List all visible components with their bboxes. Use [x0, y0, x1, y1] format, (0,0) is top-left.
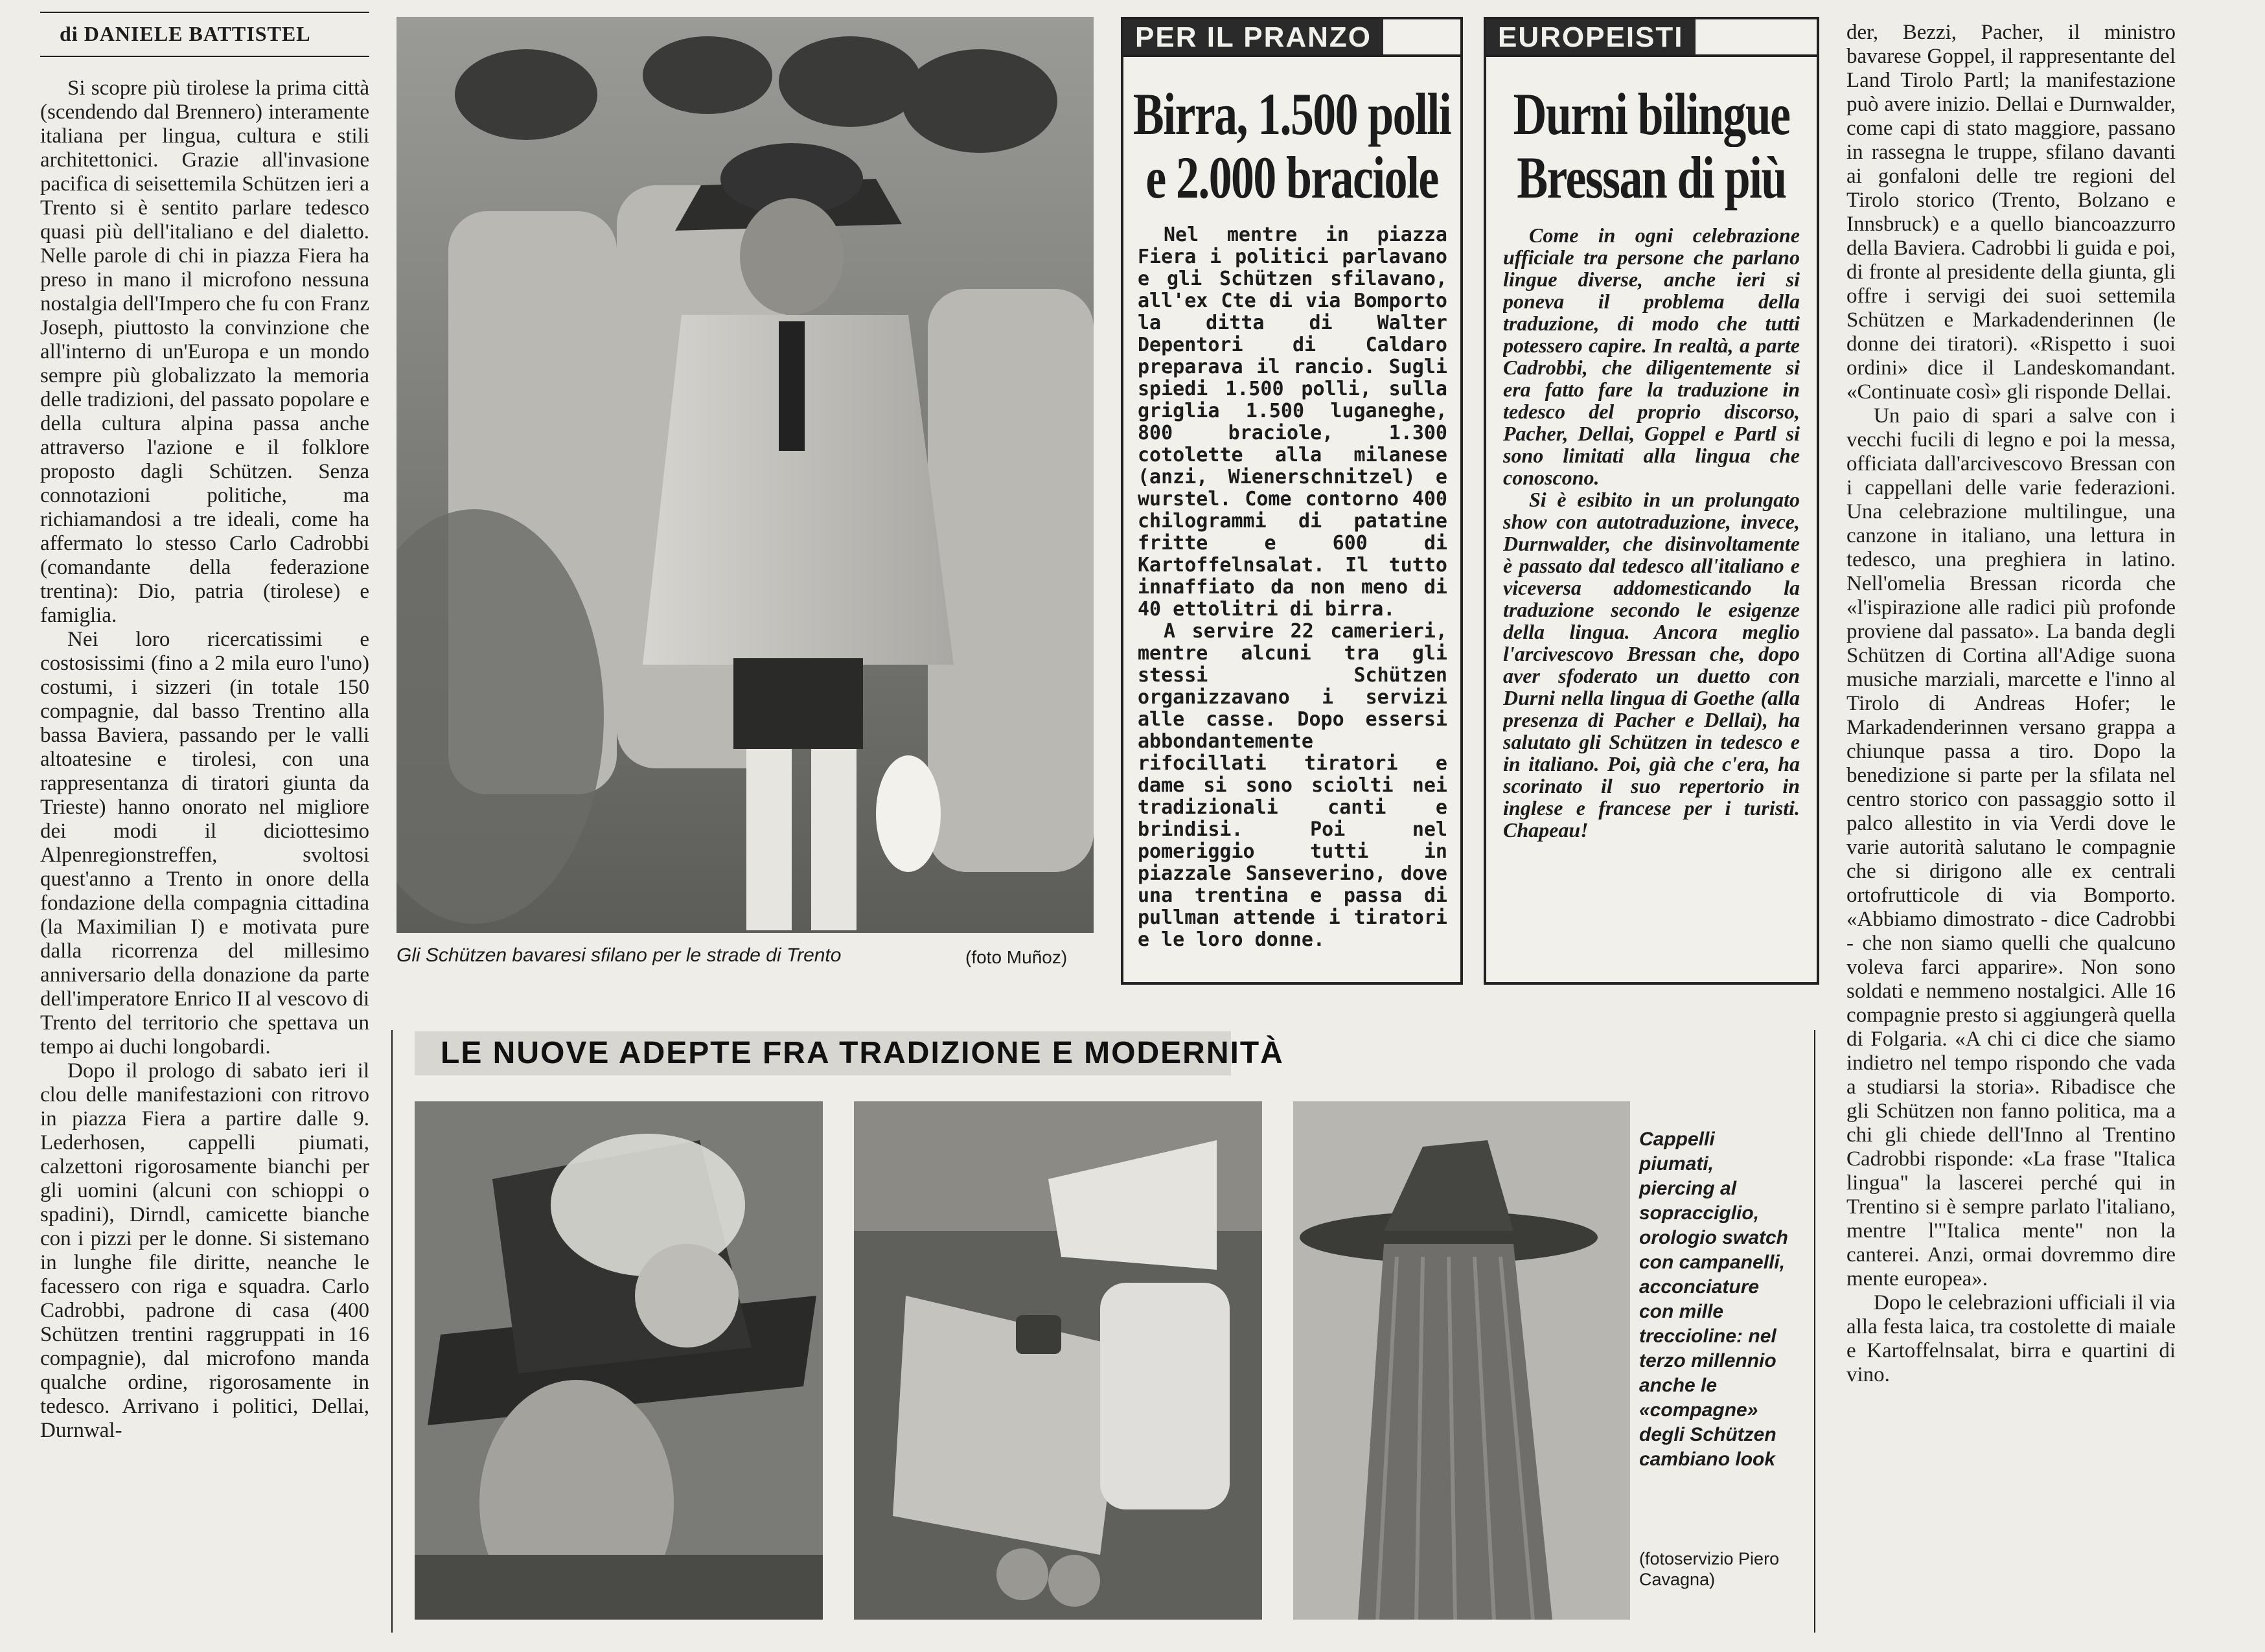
box-europeisti-kicker: EUROPEISTI	[1486, 19, 1696, 56]
band-photo-braids	[1293, 1101, 1630, 1620]
right-column-body	[1846, 21, 2176, 1627]
right-paragraph-1: der, Bezzi, Pacher, il ministro bavarese Goppel, il rappresentante del Land Tirolo Partl; la manifestazione può avere inizio. Dellai e Durnwalder, come capi di stato maggiore, passano in rassegna le truppe, sfilano davanti ai gonfaloni delle tre regioni del Tirolo storico (Trento, Bolzano e Innsbruck) e a quello biancoazzurro della Baviera. Cadrobbi li guida e poi, di fronte al presidente della giunta, gli offre i servigi dei suoi settemila Schützen e Markadenderinnen (le donne dei tiratori). «Rispetto i suoi ordini» dice il Landeskomandant. «Continuate così» gli risponde Dellai.	[1846, 21, 2176, 404]
left-paragraph-3: Dopo il prologo di sabato ieri il clou delle manifestazioni con ritrovo in piazza Fiera a partire dalle 9. Lederhosen, cappelli piumati, calzettoni rigorosamente bianchi per gli uomini (alcuni con schioppi o spadini), Dirndl, camicette bianche con i pizzi per le donne. Si sistemano in lunghe file diritte, neanche le facessero con riga e squadra. Carlo Cadrobbi, padrone di casa (400 Schützen trentini raggruppati in 16 compagnie), dal microfono manda qualche ordine, rigorosamente in tedesco. Arrivano i politici, Dellai, Durnwal-	[40, 1059, 369, 1442]
band-credit: (fotoservizio Piero Cavagna)	[1639, 1549, 1780, 1589]
box-europeisti	[1484, 17, 1819, 985]
box-pranzo-paragraph-2: A servire 22 camerieri, mentre alcuni tra gli stessi Schützen organizzavano i servizi alle casse. Dopo essersi abbondantemente rifocillati tiratori e dame si sono sciolti nei tradizionali canti e brindisi. Poi nel pomeriggio tutti in piazzale Sanseverino, dove una trentina e passa di pullman attende i tiratori e le loro donne.	[1138, 620, 1447, 951]
byline: di DANIELE BATTISTEL	[60, 22, 311, 45]
byline-rule-bottom	[40, 56, 369, 57]
box-europeisti-paragraph-1: Come in ogni celebrazione ufficiale tra persone che parlano lingue diverse, anche ieri si poneva il problema della traduzione, di modo che tutti potessero capire. In realtà, a parte Cadrobbi, che diligentemente si era fatto fare la traduzione in tedesco del proprio discorso, Pacher, Dellai, Goppel e Partl si sono limitati alla lingua che conoscono.	[1503, 224, 1800, 489]
box-europeisti-text	[1503, 224, 1800, 976]
main-photo-credit: (foto Muñoz)	[965, 947, 1068, 967]
box-pranzo	[1121, 17, 1463, 985]
left-paragraph-1: Si scopre più tirolese la prima città (scendendo dal Brennero) interamente italiana per lingua, cultura e stili architettonici. Grazie all'invasione pacifica di seisettemila Schützen ieri a Trento si è sentito parlare tedesco quasi più dell'italiano e del dialetto. Nelle parole di chi in piazza Fiera ha preso in mano il microfono nessuna nostalgia dell'Impero che fu con Franz Joseph, piuttosto la convinzione che all'interno di un'Europa e un mondo sempre più globalizzato la memoria delle tradizioni, del passato popolare e della cultura alpina passa anche attraverso l'azione e il folklore proposto dagli Schützen. Senza connotazioni politiche, ma richiamandosi a tre ideali, come ha affermato lo stesso Carlo Cadrobbi (comandante della federazione trentina): Dio, patria (tirolese) e famiglia.	[40, 76, 369, 627]
main-photo-caption: Gli Schützen bavaresi sfilano per le strade di Trento	[397, 945, 842, 966]
box-pranzo-text	[1138, 224, 1447, 976]
box-pranzo-headline-2: e 2.000 braciole	[1145, 144, 1438, 211]
box-pranzo-headline-1: Birra, 1.500 polli	[1132, 81, 1451, 147]
kicker-rule	[1123, 54, 1460, 57]
box-europeisti-headline-2: Bressan di più	[1517, 144, 1786, 211]
box-pranzo-paragraph-1: Nel mentre in piazza Fiera i politici parlavano e gli Schützen sfilavano, all'ex Cte di via Bomporto la ditta di Walter Depentori di Caldaro preparava il rancio. Sugli spiedi 1.500 polli, sulla griglia 1.500 luganeghe, 800 braciole, 1.300 cotolette alla milanese (anzi, Wienerschnitzel) e wurstel. Come contorno 400 chilogrammi di patatine fritte e 600 di Kartoffelnsalat. Il tutto innaffiato da non meno di 40 ettolitri di birra.	[1138, 224, 1447, 621]
main-photo-schutzen	[397, 17, 1094, 933]
band-left-rule	[391, 1030, 393, 1633]
right-paragraph-3: Dopo le celebrazioni ufficiali il via alla festa laica, tra costolette di maiale e Kartoffelnsalat, birra e quartini di vino.	[1846, 1291, 2176, 1386]
band-photo-hat-woman	[415, 1101, 823, 1620]
band-right-rule	[1814, 1030, 1815, 1633]
box-europeisti-paragraph-2: Si è esibito in un prolungato show con autotraduzione, invece, Durnwalder, che disinvoltamente è passato dal tedesco all'italiano e viceversa addomesticando la traduzione secondo le esigenze della lingua. Ancora meglio l'arcivescovo Bressan che, dopo aver sfoderato un duetto con Durni nella lingua di Goethe (alla presenza di Pacher e Dellai), ha salutato gli Schützen in tedesco e in italiano. Poi, già che c'era, ha scorinato il suo repertorio in inglese e francese per i turisti. Chapeau!	[1503, 488, 1800, 842]
band-photo-1-image	[415, 1101, 823, 1620]
band-side-caption: Cappelli piumati, piercing al sopracciglio, orologio swatch con campanelli, acconciature con mille treccioline: nel terzo millennio anche le «compagne» degli Schützen cambiano look	[1639, 1129, 1789, 1470]
left-paragraph-2: Nei loro ricercatissimi e costosissimi (fino a 2 mila euro l'uno) costumi, i sizzeri (in totale 150 compagnie, dal basso Trentino alla bassa Baviera, passando per le valli altoatesine e tirolesi, con una rappresentanza di tiratori giunta da Trieste) hanno onorato nel migliore dei modi il diciottesimo Alpenregionstreffen, svoltosi quest'anno a Trento in onore della fondazione della compagnia cittadina (la Maximilian I) e motivata pure dalla ricorrenza del millesimo anniversario della donazione da parte dell'imperatore Enrico II al vescovo di Trento del territorio che spettava un tempo ai duchi longobardi.	[40, 628, 369, 1059]
band-photo-3-image	[1293, 1101, 1630, 1620]
byline-rule	[40, 12, 369, 13]
band-photo-2-image	[854, 1101, 1262, 1620]
box-pranzo-kicker: PER IL PRANZO	[1123, 19, 1383, 56]
band-photo-watch	[854, 1101, 1262, 1620]
right-paragraph-2: Un paio di spari a salve con i vecchi fucili di legno e poi la messa, officiata dall'arcivescovo Bressan con i cappellani delle varie federazioni. Una celebrazione multilingue, una canzone in italiano, una lettura in tedesco, una preghiera in latino. Nell'omelia Bressan ricorda che «l'ispirazione alle radici più profonde proviene dal passato». La banda degli Schützen di Cortina all'Adige suona musiche marziali, marcette e l'inno al Tirolo di Andreas Hofer; le Markadenderinnen versano grappa a chiunque passa a tiro. Dopo la benedizione si parte per la sfilata nel centro storico con passaggio sotto il palco allestito in via Verdi dove le varie autorità salutano le compagnie che si dirigono alle ex centrali ortofrutticole di via Bomporto. «Abbiamo dimostrato - dice Cadrobbi - che non siamo quelli che qualcuno voleva farci apparire». Non sono soldati e nemmeno nostalgici. Alle 16 compagnie presto si aggiungerà quella di Folgaria. «A chi ci dice che siamo indietro nel tempo rispondo che vada a studiarsi la storia». Ribadisce che gli Schützen non fanno politica, ma a chi gli chiede dell'Inno al Trentino Cadrobbi risponde: «La frase "Italica lingua" la lascerei perché qui in Trentino si è sempre parlato l'italiano, mentre l'"Italica mente" non la canterei. Anzi, ormai dovremmo dire mente europea».	[1846, 404, 2176, 1291]
kicker-rule-2	[1486, 54, 1817, 57]
main-photo-image	[397, 17, 1094, 933]
left-article-body	[40, 76, 369, 1644]
band-title: LE NUOVE ADEPTE FRA TRADIZIONE E MODERNITÀ	[441, 1036, 1284, 1070]
box-europeisti-headline-1: Durni bilingue	[1513, 81, 1790, 147]
